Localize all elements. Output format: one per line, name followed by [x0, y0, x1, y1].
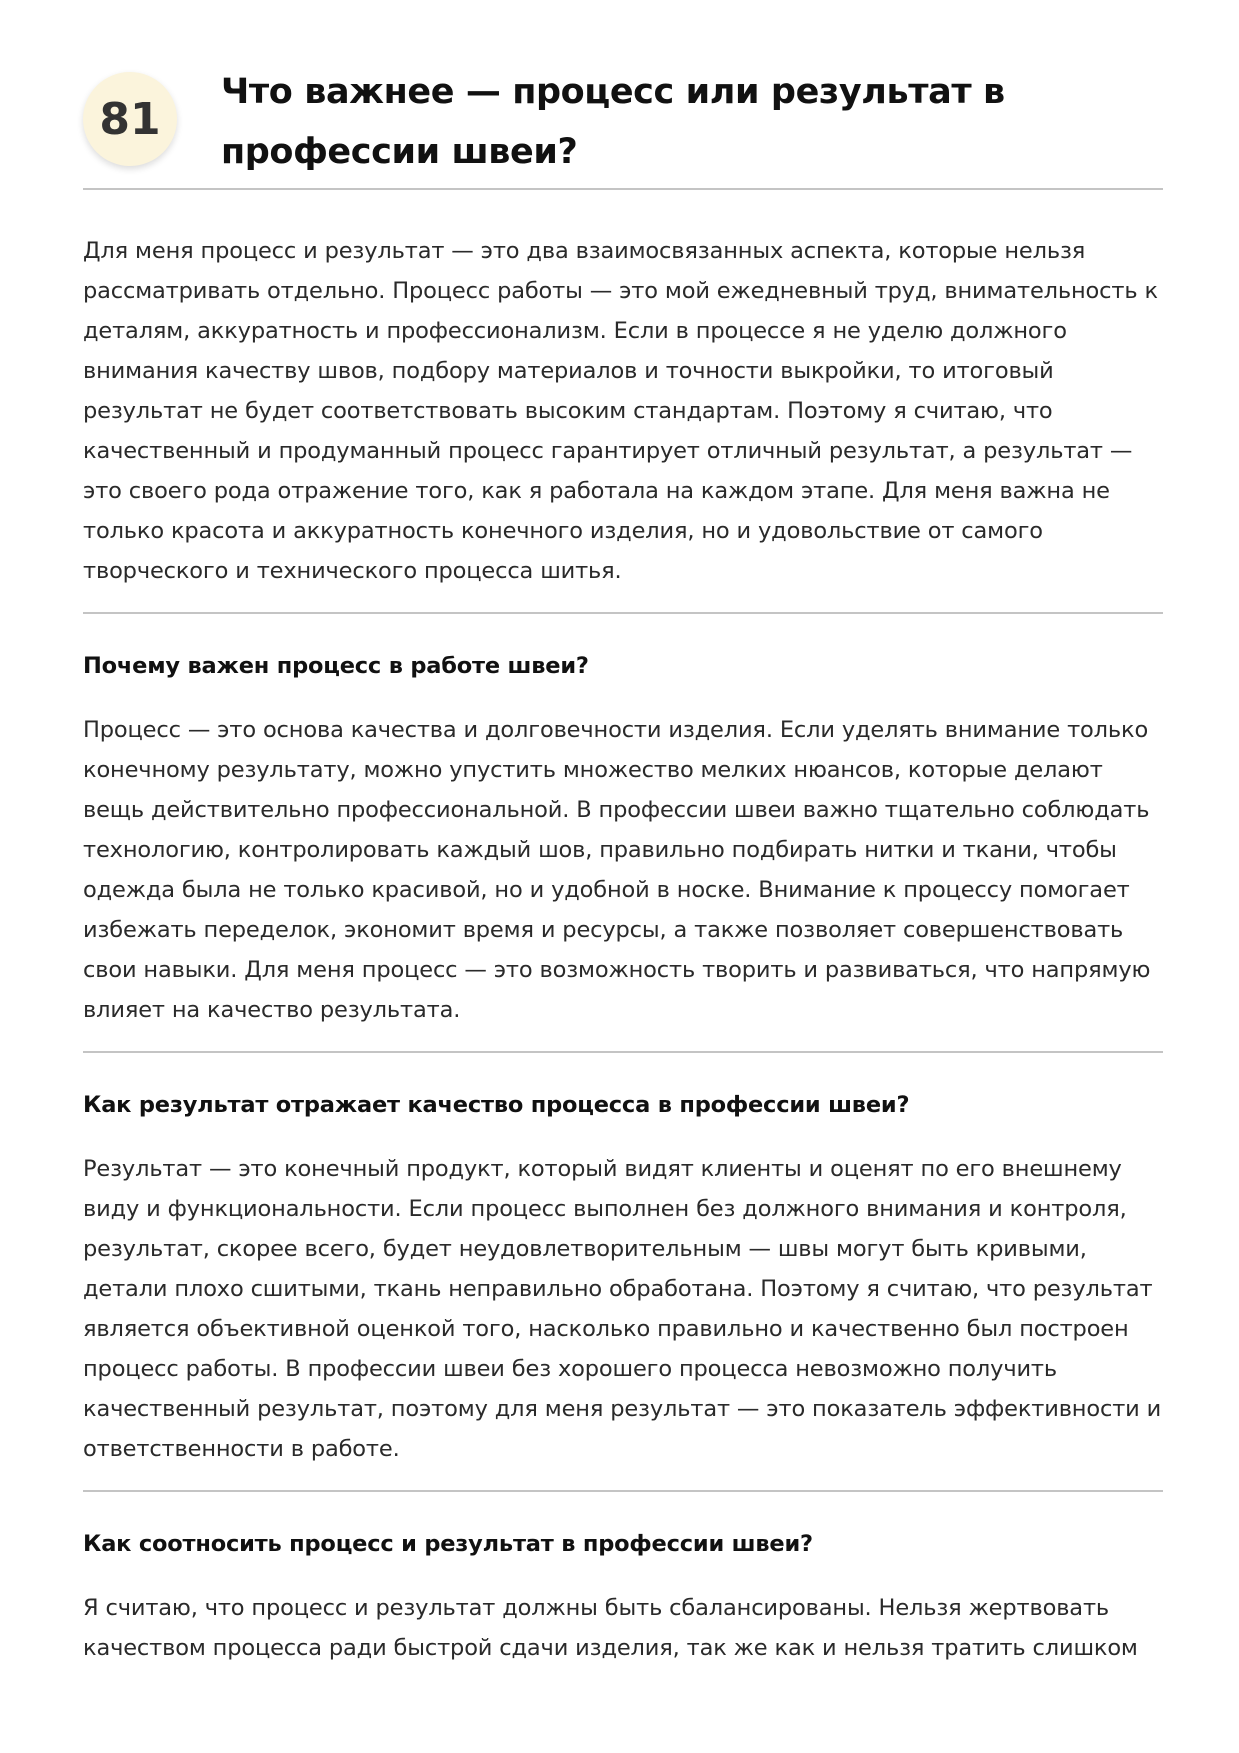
section-divider: [83, 1051, 1163, 1053]
section-divider: [83, 612, 1163, 614]
section-heading: Почему важен процесс в работе швеи?: [83, 653, 589, 679]
question-number-badge: 81: [83, 72, 177, 166]
section-balance: [83, 1524, 1163, 1668]
article-page: [83, 62, 1163, 1668]
section-divider: [83, 1490, 1163, 1492]
section-result: [83, 1085, 1163, 1469]
intro-paragraph: Для меня процесс и результат — это два взаимосвязанных аспекта, которые нельзя рассматривать отдельно. Процесс работы — это мой ежедневный труд, внимательность к деталям, аккуратность и профессионализм. Если в процессе я не уделю должного внимания качеству швов, подбору материалов и точности выкройки, то итоговый результат не будет соответствовать высоким стандартам. Поэтому я считаю, что качественный и продуманный процесс гарантирует отличный результат, а результат — это своего рода отражение того, как я работала на каждом этапе. Для меня важна не только красота и аккуратность конечного изделия, но и удовольствие от самого творческого и технического процесса шитья.: [83, 238, 1158, 584]
intro-block: [83, 231, 1163, 591]
section-process: [83, 646, 1163, 1030]
section-paragraph: Результат — это конечный продукт, который видят клиенты и оценят по его внешнему виду и функциональности. Если процесс выполнен без должного внимания и контроля, результат, скорее всего, будет неудовлетворительным — швы могут быть кривыми, детали плохо сшитыми, ткань неправильно обработана. Поэтому я считаю, что результат является объективной оценкой того, насколько правильно и качественно был построен процесс работы. В профессии швеи без хорошего процесса невозможно получить качественный результат, поэтому для меня результат — это показатель эффективности и ответственности в работе.: [83, 1156, 1162, 1462]
section-paragraph: Я считаю, что процесс и результат должны быть сбалансированы. Нельзя жертвовать качеством процесса ради быстрой сдачи изделия, так же как и нельзя тратить слишком: [83, 1595, 1138, 1661]
article-header: [83, 62, 1163, 190]
article-title: Что важнее — процесс или результат в профессии швеи?: [221, 72, 1005, 172]
section-heading: Как результат отражает качество процесса в профессии швеи?: [83, 1092, 910, 1118]
section-heading: Как соотносить процесс и результат в профессии швеи?: [83, 1531, 813, 1557]
section-paragraph: Процесс — это основа качества и долговечности изделия. Если уделять внимание только конечному результату, можно упустить множество мелких нюансов, которые делают вещь действительно профессиональной. В профессии швеи важно тщательно соблюдать технологию, контролировать каждый шов, правильно подбирать нитки и ткани, чтобы одежда была не только красивой, но и удобной в носке. Внимание к процессу помогает избежать переделок, экономит время и ресурсы, а также позволяет совершенствовать свои навыки. Для меня процесс — это возможность творить и развиваться, что напрямую влияет на качество результата.: [83, 717, 1151, 1023]
